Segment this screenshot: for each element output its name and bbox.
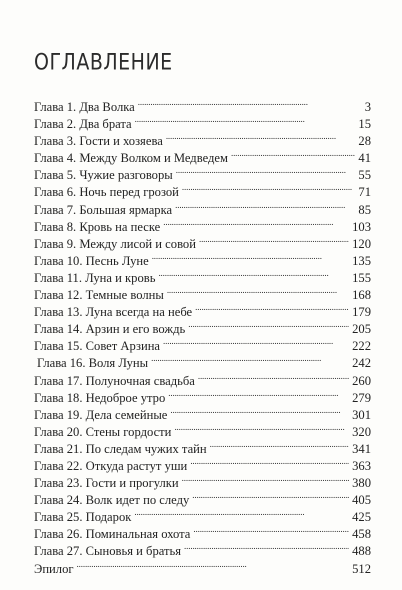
toc-entry-title: Глава 26. Поминальная охота	[34, 527, 191, 542]
toc-entry-title: Глава 20. Стены гордости	[34, 424, 172, 439]
dot-leader	[151, 350, 349, 367]
dot-leader	[135, 111, 356, 128]
toc-entry-page: 512	[352, 561, 371, 576]
toc-entry-page: 155	[352, 270, 371, 285]
toc-entry-page: 458	[352, 527, 371, 542]
toc-entry-page: 380	[352, 476, 371, 491]
toc-entry-title: Глава 7. Большая ярмарка	[34, 202, 173, 217]
dot-leader	[163, 214, 349, 231]
dot-leader	[182, 179, 355, 196]
table-of-contents	[34, 94, 371, 576]
toc-entry-title: Глава 27. Сыновья и братья	[34, 544, 182, 559]
toc-entry-title: Глава 21. По следам чужих тайн	[34, 441, 207, 456]
toc-entry-page: 488	[352, 544, 371, 559]
toc-entry-title: Глава 11. Луна и кровь	[34, 270, 156, 285]
dot-leader	[195, 299, 349, 316]
toc-entry-page: 71	[358, 185, 371, 200]
toc-entry-page: 135	[352, 253, 371, 268]
dot-leader	[199, 231, 349, 248]
toc-entry-title: Глава 1. Два Волка	[34, 100, 135, 114]
toc-entry-title: Глава 14. Арзин и его вождь	[34, 322, 186, 337]
toc-entry-page: 41	[358, 151, 371, 166]
dot-leader	[188, 316, 349, 333]
toc-entry-page: 363	[352, 458, 371, 473]
toc-entry-page: 120	[352, 236, 371, 251]
dot-leader	[166, 128, 356, 145]
toc-entry-page: 222	[352, 339, 371, 354]
dot-leader	[182, 470, 349, 487]
toc-entry-title: Глава 10. Песнь Луне	[34, 253, 149, 268]
toc-entry-page: 168	[352, 288, 371, 303]
toc-entry-page: 179	[352, 305, 371, 320]
toc-entry-page: 103	[352, 219, 371, 234]
toc-entry-page: 85	[358, 202, 371, 217]
toc-entry-title: Глава 6. Ночь перед грозой	[34, 185, 179, 200]
dot-leader	[167, 282, 349, 299]
toc-entry-page: 405	[352, 493, 371, 508]
toc-entry-title: Глава 4. Между Волком и Медведем	[34, 151, 228, 166]
toc-entry-page: 242	[352, 356, 371, 371]
toc-entry-page: 341	[352, 441, 371, 456]
toc-entry-page: 3	[364, 100, 371, 114]
dot-leader	[192, 487, 349, 504]
toc-entry-page: 55	[358, 168, 371, 183]
toc-entry-page: 205	[352, 322, 371, 337]
dot-leader	[184, 538, 349, 555]
dot-leader	[158, 265, 349, 282]
toc-entry-page: 28	[358, 134, 371, 149]
dot-leader	[176, 162, 356, 179]
dot-leader	[170, 402, 349, 419]
toc-entry-title: Глава 13. Луна всегда на небе	[34, 305, 193, 320]
toc-entry-title: Глава 8. Кровь на песке	[34, 219, 161, 234]
toc-entry-page: 301	[352, 407, 371, 422]
toc-entry-page: 260	[352, 373, 371, 388]
dot-leader	[175, 197, 355, 214]
dot-leader	[163, 333, 349, 350]
toc-entry-title: Эпилог	[34, 561, 74, 576]
toc-entry-title: Глава 15. Совет Арзина	[34, 339, 161, 354]
toc-entry-title: Глава 18. Недоброе утро	[34, 390, 166, 405]
dot-leader	[134, 504, 349, 521]
toc-entry-title: Глава 9. Между лисой и совой	[34, 236, 196, 251]
contents-heading: ОГЛАВЛЕНИЕ	[34, 50, 173, 76]
dot-leader	[190, 453, 349, 470]
toc-entry-title: Глава 16. Воля Луны	[37, 356, 149, 371]
toc-entry-title: Глава 12. Темные волны	[34, 288, 164, 303]
dot-leader	[138, 94, 362, 111]
dot-leader	[231, 145, 355, 162]
dot-leader	[174, 419, 349, 436]
toc-entry-title: Глава 2. Два брата	[34, 117, 132, 132]
toc-entry-title: Глава 5. Чужие разговоры	[34, 168, 173, 183]
toc-entry-title: Глава 3. Гости и хозяева	[34, 134, 163, 149]
dot-leader	[210, 436, 349, 453]
dot-leader	[198, 368, 349, 385]
toc-entry-page: 279	[352, 390, 371, 405]
toc-entry-title: Глава 25. Подарок	[34, 510, 132, 525]
toc-entry-title: Глава 23. Гости и прогулки	[34, 476, 179, 491]
dot-leader	[152, 248, 349, 265]
toc-entry-title: Глава 24. Волк идет по следу	[34, 493, 190, 508]
toc-entry-title: Глава 19. Дела семейные	[34, 407, 168, 422]
toc-entry	[34, 556, 371, 576]
toc-entry-title: Глава 22. Откуда растут уши	[34, 458, 188, 473]
toc-entry-page: 320	[352, 424, 371, 439]
toc-entry	[34, 94, 371, 114]
dot-leader	[193, 521, 349, 538]
dot-leader	[168, 385, 349, 402]
toc-entry-page: 15	[358, 117, 371, 132]
toc-entry-page: 425	[352, 510, 371, 525]
toc-entry-title: Глава 17. Полуночная свадьба	[34, 373, 195, 388]
dot-leader	[77, 556, 350, 573]
